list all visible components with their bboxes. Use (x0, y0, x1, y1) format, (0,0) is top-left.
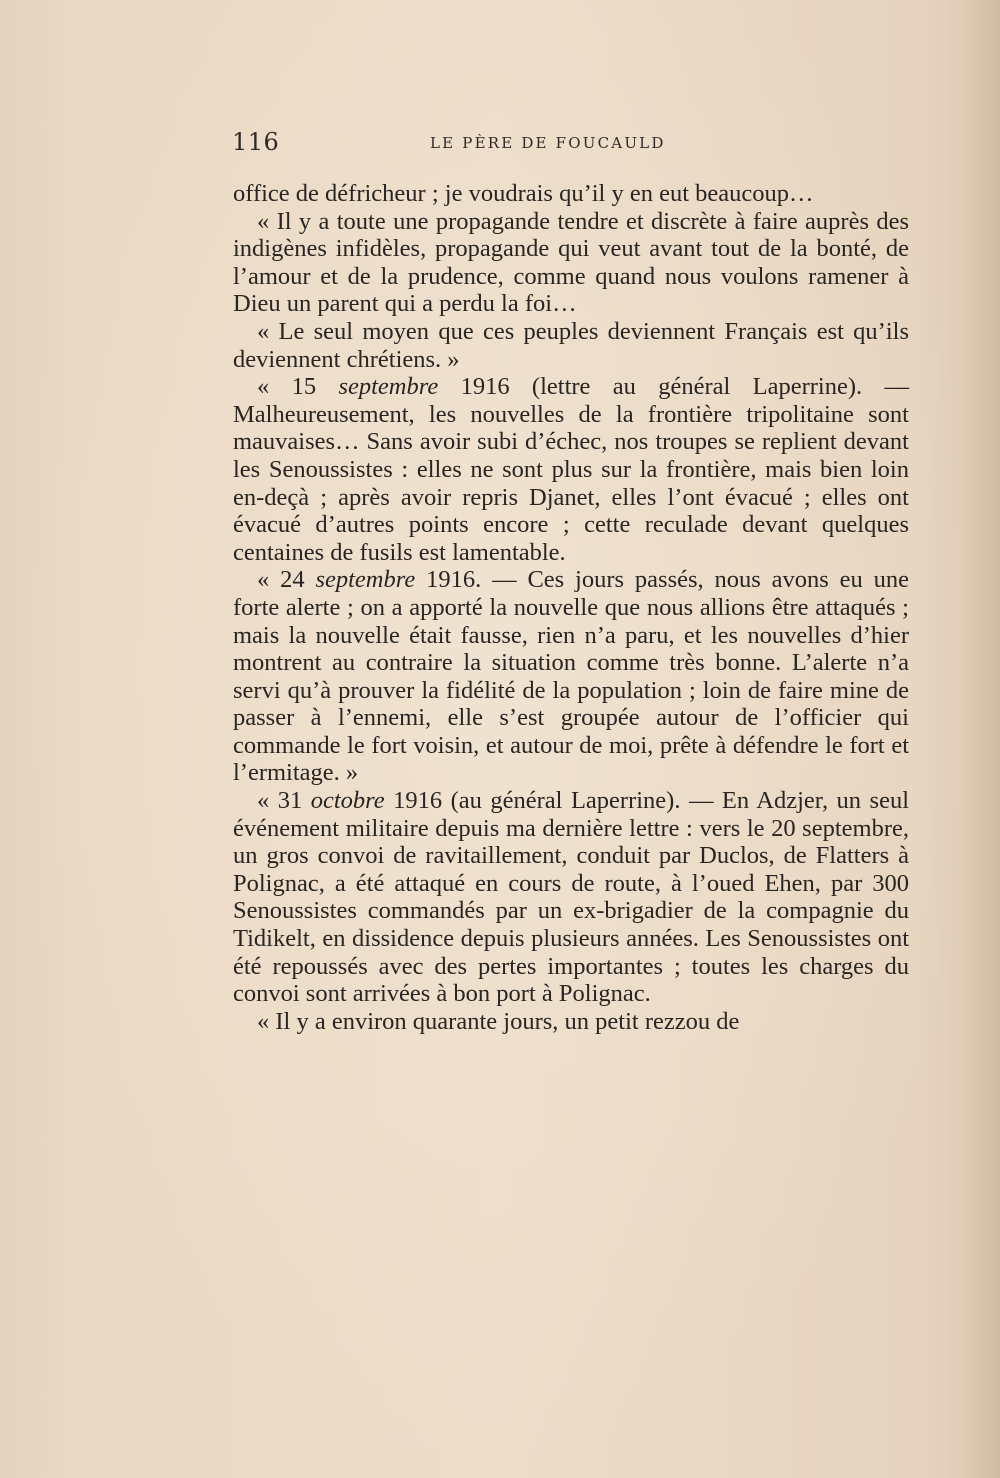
paragraph-5-rest: 1916. — Ces jours passés, nous avons eu une forte alerte ; on a apporté la nouvelle que nous allions être attaqués ; mais la nouvelle était fausse, rien n’a paru, et les nouvelles d’hier montrent au contraire la situation comme très bonne. L’alerte n’a servi qu’à prouver la fidélité de la population ; loin de faire mine de passer à l’ennemi, elle s’est groupée autour de l’officier qui commande le fort voisin, et autour de moi, prête à défendre le fort et l’ermitage. » (233, 566, 910, 787)
body-text (233, 180, 909, 1035)
paragraph-4-open: « 15 (257, 373, 339, 401)
page-number: 116 (232, 128, 280, 156)
running-head: LE PÈRE DE FOUCAULD (430, 134, 666, 152)
paragraph-5 (233, 566, 909, 787)
paragraph-5-open: « 24 (257, 566, 316, 594)
page-header (232, 124, 912, 164)
paragraph-1: office de défricheur ; je voudrais qu’il y en eut beaucoup… (233, 180, 814, 207)
paragraph-6-rest: 1916 (au général Laperrine). — En Adzjer, un seul événement militaire depuis ma dernière lettre : vers le 20 septembre, un gros convoi de ravitaillement, conduit par Duclos, de Flatters à Polignac, a été attaqué en cours de route, à l’oued Ehen, par 300 Senoussistes commandés par un ex-brigadier de la compagnie du Tidikelt, en dissidence depuis plusieurs années. Les Senoussistes ont été repoussés avec des pertes importantes ; toutes les charges du convoi sont arrivées à bon port à Polignac. (233, 787, 910, 1008)
paragraph-5-date: septembre (315, 566, 416, 594)
paragraph-6-date: octobre (310, 787, 385, 815)
paragraph-2: « Il y a toute une propagande tendre et discrète à faire auprès des indigènes infidèles, propagande qui veut avant tout de la bonté, de l’amour et de la prudence, comme quand nous voulons ramener à Dieu un parent qui a perdu la foi… (233, 207, 909, 318)
paragraph-4-rest: 1916 (lettre au général Laperrine). — Malheureusement, les nouvelles de la frontière tripolitaine sont mauvaises… Sans avoir subi d’échec, nos troupes se replient devant les Senoussistes : elles ne sont plus sur la frontière, mais bien loin en-deçà ; après avoir repris Djanet, elles l’ont évacué ; elles ont évacué d’autres points encore ; cette reculade devant quelques centaines de fusils est lamentable. (233, 373, 909, 566)
paragraph-4 (233, 373, 909, 566)
paragraph-4-date: septembre (338, 373, 439, 401)
page-edge-shadow (960, 0, 1000, 1478)
paragraph-7: « Il y a environ quarante jours, un petit rezzou de (257, 1007, 740, 1035)
paragraph-3: « Le seul moyen que ces peuples deviennent Français est qu’ils deviennent chrétiens. » (233, 317, 909, 373)
paragraph-6 (233, 787, 909, 1008)
paragraph-6-open: « 31 (257, 787, 311, 815)
